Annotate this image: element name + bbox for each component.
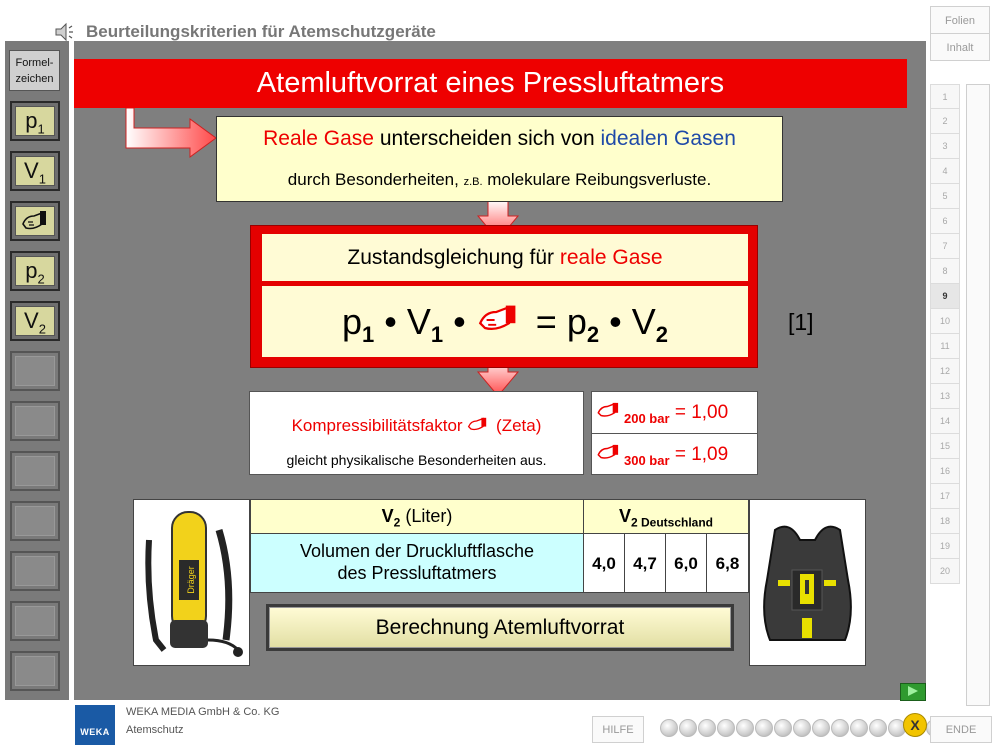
intro-line-1 bbox=[217, 127, 782, 151]
ideale-gase-text: idealen Gasen bbox=[600, 127, 736, 150]
zeta-value: = 1,00 bbox=[669, 402, 729, 423]
symbol-sub: 1 bbox=[37, 121, 45, 137]
progress-dot bbox=[850, 719, 868, 737]
table-header-v2-deutschland bbox=[584, 500, 748, 533]
row-label-line: Volumen der Druckluftflasche bbox=[299, 541, 535, 561]
symbol-slot-empty bbox=[10, 601, 60, 641]
progress-dot bbox=[831, 719, 849, 737]
slide-number-11[interactable]: 11 bbox=[930, 334, 960, 359]
end-button[interactable]: ENDE bbox=[930, 716, 992, 743]
table-cell-value: 4,7 bbox=[625, 533, 666, 592]
close-button[interactable]: X bbox=[903, 713, 927, 737]
slide-number-list bbox=[930, 84, 960, 584]
slide-number-4[interactable]: 4 bbox=[930, 159, 960, 184]
reale-gase-text: Reale Gase bbox=[263, 127, 374, 150]
play-icon bbox=[901, 684, 923, 698]
breathing-apparatus-image bbox=[133, 499, 250, 666]
harness-image bbox=[749, 499, 866, 666]
slide-number-6[interactable]: 6 bbox=[930, 209, 960, 234]
slide-number-1[interactable]: 1 bbox=[930, 84, 960, 109]
slide-number-18[interactable]: 18 bbox=[930, 509, 960, 534]
slide-number-8[interactable]: 8 bbox=[930, 259, 960, 284]
eq-v: V bbox=[406, 301, 431, 342]
eq-dot: • bbox=[599, 301, 632, 342]
compressibility-title bbox=[250, 416, 583, 436]
formel-label-1: Formel- bbox=[15, 57, 54, 69]
th-v: V bbox=[618, 506, 631, 526]
progress-dot bbox=[869, 719, 887, 737]
slide-number-14[interactable]: 14 bbox=[930, 409, 960, 434]
eq-sub: 1 bbox=[362, 322, 375, 348]
slide-number-17[interactable]: 17 bbox=[930, 484, 960, 509]
slide-number-15[interactable]: 15 bbox=[930, 434, 960, 459]
symbol-main: p bbox=[25, 108, 38, 133]
slide-number-7[interactable]: 7 bbox=[930, 234, 960, 259]
slide-number-19[interactable]: 19 bbox=[930, 534, 960, 559]
symbol-main: V bbox=[24, 308, 39, 333]
slide-number-3[interactable]: 3 bbox=[930, 134, 960, 159]
zeta-icon bbox=[20, 208, 50, 234]
weka-logo bbox=[75, 705, 115, 745]
inhalt-button[interactable]: Inhalt bbox=[930, 33, 990, 61]
symbol-main: p bbox=[25, 258, 38, 283]
intro-text: unterscheiden sich von bbox=[374, 127, 601, 150]
symbol-slot-empty bbox=[10, 401, 60, 441]
zeta-value: = 1,09 bbox=[669, 444, 729, 465]
eq-p: p bbox=[342, 301, 363, 342]
symbol-zeta-button[interactable] bbox=[10, 201, 60, 241]
reference-marker: [1] bbox=[788, 309, 814, 335]
scrollbar[interactable] bbox=[966, 84, 990, 706]
eq-dot: • bbox=[443, 301, 476, 342]
weka-logo-text: WEKA bbox=[80, 727, 110, 737]
intro-text: durch Besonderheiten, bbox=[287, 170, 464, 189]
app-title: Beurteilungskriterien für Atemschutzgeräte bbox=[86, 22, 436, 41]
th-sub: 2 bbox=[393, 515, 401, 530]
th-v: V bbox=[381, 506, 394, 526]
symbol-p1-button[interactable] bbox=[10, 101, 60, 141]
eq-sub: 2 bbox=[655, 322, 668, 348]
folien-button[interactable]: Folien bbox=[930, 6, 990, 34]
zeta-row-300 bbox=[592, 434, 757, 475]
intro-box bbox=[216, 116, 783, 202]
eq-equals: = bbox=[525, 301, 567, 342]
speaker-icon[interactable] bbox=[54, 21, 76, 43]
publisher-name: WEKA MEDIA GmbH & Co. KG bbox=[126, 706, 280, 718]
slide-number-9[interactable]: 9 bbox=[930, 284, 960, 309]
symbol-slot-empty bbox=[10, 551, 60, 591]
arrow-connector-icon bbox=[120, 108, 220, 158]
symbol-sub: 1 bbox=[38, 171, 46, 187]
breathing-apparatus-picture bbox=[134, 500, 249, 665]
slide-number-12[interactable]: 12 bbox=[930, 359, 960, 384]
progress-dot bbox=[679, 719, 697, 737]
progress-dots bbox=[660, 716, 944, 740]
brand-label: Dräger bbox=[186, 566, 196, 594]
progress-dot bbox=[660, 719, 678, 737]
compressibility-desc: gleicht physikalische Besonderheiten aus. bbox=[286, 452, 547, 468]
table-cell-value: 6,8 bbox=[707, 533, 748, 592]
symbol-slot-empty bbox=[10, 501, 60, 541]
progress-dot bbox=[755, 719, 773, 737]
slide-number-5[interactable]: 5 bbox=[930, 184, 960, 209]
formel-label-2: zeichen bbox=[15, 73, 54, 85]
slide-title: Atemluftvorrat eines Pressluftatmers bbox=[74, 59, 907, 108]
slide-number-10[interactable]: 10 bbox=[930, 309, 960, 334]
eq-p: p bbox=[566, 301, 587, 342]
equation-heading-text: Zustandsgleichung für bbox=[347, 246, 560, 269]
equation-heading bbox=[262, 234, 748, 281]
zeta-values-box bbox=[591, 391, 758, 475]
progress-dot bbox=[812, 719, 830, 737]
eq-dot: • bbox=[374, 301, 407, 342]
progress-dot bbox=[793, 719, 811, 737]
zeta-pressure: 200 bar bbox=[624, 410, 670, 426]
symbol-slot-empty bbox=[10, 651, 60, 691]
progress-dot bbox=[717, 719, 735, 737]
progress-dot bbox=[698, 719, 716, 737]
symbol-sub: 2 bbox=[37, 271, 45, 287]
slide-number-2[interactable]: 2 bbox=[930, 109, 960, 134]
calc-button-label: Berechnung Atemluftvorrat bbox=[269, 607, 731, 648]
intro-text: molekulare Reibungsverluste. bbox=[482, 170, 712, 189]
eq-sub: 2 bbox=[586, 322, 600, 348]
equation-heading-red: reale Gase bbox=[559, 246, 663, 269]
symbol-v2-button[interactable] bbox=[10, 301, 60, 341]
zeta-row-200 bbox=[592, 392, 757, 433]
zeta-icon bbox=[596, 402, 624, 420]
row-label-line: des Pressluftatmers bbox=[337, 563, 497, 583]
table-cell-value: 4,0 bbox=[584, 533, 625, 592]
product-name: Atemschutz bbox=[126, 724, 184, 736]
slide-number-16[interactable]: 16 bbox=[930, 459, 960, 484]
symbol-slot-empty bbox=[10, 451, 60, 491]
compressibility-box bbox=[249, 391, 584, 475]
symbol-slot-empty bbox=[10, 351, 60, 391]
komp-text: Kompressibilitätsfaktor bbox=[291, 416, 468, 435]
intro-line-2 bbox=[217, 170, 782, 190]
th-sub: 2 Deutschland bbox=[630, 515, 714, 530]
zeta-icon bbox=[596, 444, 624, 462]
intro-abbrev: z.B. bbox=[463, 176, 483, 188]
help-button[interactable]: HILFE bbox=[592, 716, 644, 743]
symbol-main: V bbox=[24, 158, 39, 183]
zeta-icon bbox=[467, 417, 491, 433]
formelzeichen-button[interactable] bbox=[9, 50, 60, 91]
komp-text: (Zeta) bbox=[491, 416, 542, 435]
symbol-v1-button[interactable] bbox=[10, 151, 60, 191]
equation bbox=[262, 286, 748, 357]
eq-v: V bbox=[631, 301, 656, 342]
zeta-pressure: 300 bar bbox=[624, 452, 670, 468]
zeta-icon bbox=[476, 304, 526, 336]
table-cell-value: 6,0 bbox=[666, 533, 707, 592]
symbol-p2-button[interactable] bbox=[10, 251, 60, 291]
progress-dot bbox=[774, 719, 792, 737]
progress-dot bbox=[736, 719, 754, 737]
calc-atemluftvorrat-button[interactable] bbox=[266, 604, 734, 651]
slide-number-20[interactable]: 20 bbox=[930, 559, 960, 584]
table-header-v2 bbox=[251, 500, 584, 533]
symbol-sub: 2 bbox=[38, 321, 46, 337]
table-row-label bbox=[251, 533, 584, 592]
eq-sub: 1 bbox=[430, 322, 444, 348]
slide-number-13[interactable]: 13 bbox=[930, 384, 960, 409]
next-slide-button[interactable] bbox=[900, 683, 926, 701]
th-rest: (Liter) bbox=[400, 506, 453, 526]
harness-picture bbox=[750, 500, 865, 665]
